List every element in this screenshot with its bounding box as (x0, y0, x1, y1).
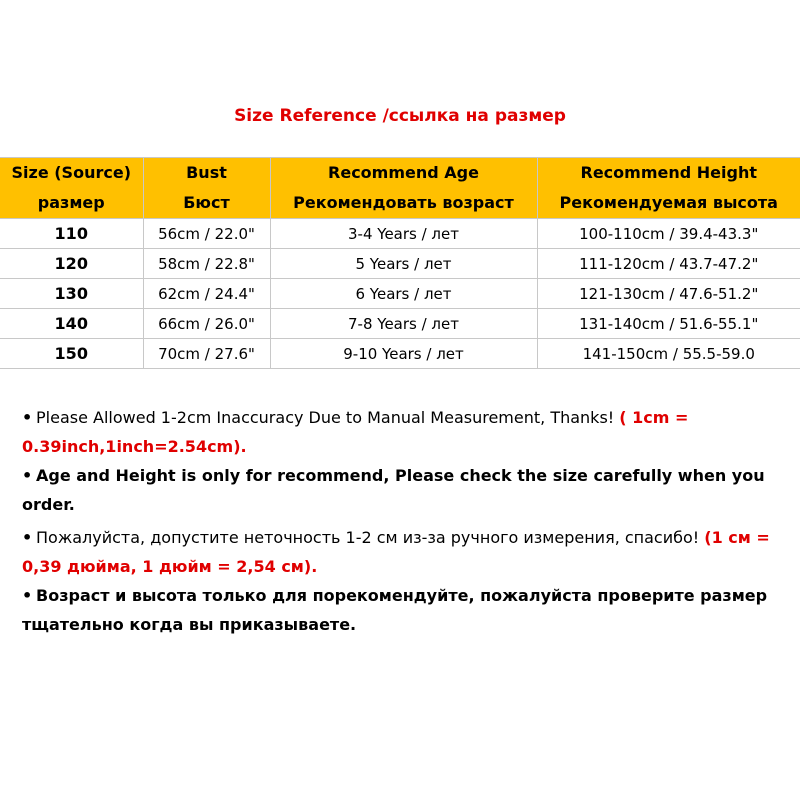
note-conversion-ru: (1 см = 0,39 дюйма, 1 дюйм = 2,54 см). (22, 528, 770, 576)
header-bust-en: Bust (186, 163, 227, 182)
note-conversion: ( 1cm = 0.39inch,1inch=2.54cm). (22, 408, 689, 456)
age-cell: 7-8 Years / лет (270, 309, 537, 339)
size-cell: 140 (0, 309, 143, 339)
note-recommend-ru-text: Возраст и высота только для порекомендуйте, пожалуйста проверите размер тщательно когда вы приказываете. (22, 586, 768, 634)
bullet-icon: • (22, 586, 33, 605)
note-measurement-text: Please Allowed 1-2cm Inaccuracy Due to Manual Measurement, Thanks! (36, 408, 620, 427)
bust-cell: 58cm / 22.8" (143, 249, 270, 279)
header-age-ru: Рекомендовать возраст (293, 193, 514, 212)
note-recommend-text: Age and Height is only for recommend, Please check the size carefully when you order. (22, 466, 765, 514)
age-cell: 5 Years / лет (270, 249, 537, 279)
notes-english (22, 403, 792, 519)
size-cell: 150 (0, 339, 143, 369)
header-size (0, 158, 143, 219)
note-measurement-ru-text: Пожалуйста, допустите неточность 1-2 см из-за ручного измерения, спасибо! (36, 528, 705, 547)
size-cell: 110 (0, 219, 143, 249)
size-table (0, 157, 800, 369)
page-title: Size Reference /ссылка на размер (234, 106, 566, 126)
header-age-en: Recommend Age (328, 163, 479, 182)
height-cell: 121-130cm / 47.6-51.2" (537, 279, 800, 309)
header-height (537, 158, 800, 219)
table-row (0, 249, 800, 279)
age-cell: 6 Years / лет (270, 279, 537, 309)
notes-russian (22, 523, 792, 639)
header-height-en: Recommend Height (580, 163, 757, 182)
header-size-en: Size (Source) (11, 163, 131, 182)
header-size-ru: размер (37, 193, 105, 212)
table-row (0, 279, 800, 309)
bust-cell: 70cm / 27.6" (143, 339, 270, 369)
note-recommend (22, 461, 792, 519)
header-bust-ru: Бюст (183, 193, 230, 212)
bust-cell: 66cm / 26.0" (143, 309, 270, 339)
note-recommend-ru (22, 581, 792, 639)
age-cell: 9-10 Years / лет (270, 339, 537, 369)
table-header-row (0, 158, 800, 219)
height-cell: 141-150cm / 55.5-59.0 (537, 339, 800, 369)
header-height-ru: Рекомендуемая высота (559, 193, 778, 212)
table-row (0, 339, 800, 369)
table-row (0, 309, 800, 339)
note-measurement-ru (22, 523, 792, 581)
height-cell: 100-110cm / 39.4-43.3" (537, 219, 800, 249)
header-bust (143, 158, 270, 219)
size-cell: 130 (0, 279, 143, 309)
bust-cell: 56cm / 22.0" (143, 219, 270, 249)
age-cell: 3-4 Years / лет (270, 219, 537, 249)
bust-cell: 62cm / 24.4" (143, 279, 270, 309)
bullet-icon: • (22, 528, 33, 547)
table-row (0, 219, 800, 249)
bullet-icon: • (22, 408, 33, 427)
height-cell: 131-140cm / 51.6-55.1" (537, 309, 800, 339)
bullet-icon: • (22, 466, 33, 485)
height-cell: 111-120cm / 43.7-47.2" (537, 249, 800, 279)
size-cell: 120 (0, 249, 143, 279)
header-age (270, 158, 537, 219)
note-measurement (22, 403, 792, 461)
